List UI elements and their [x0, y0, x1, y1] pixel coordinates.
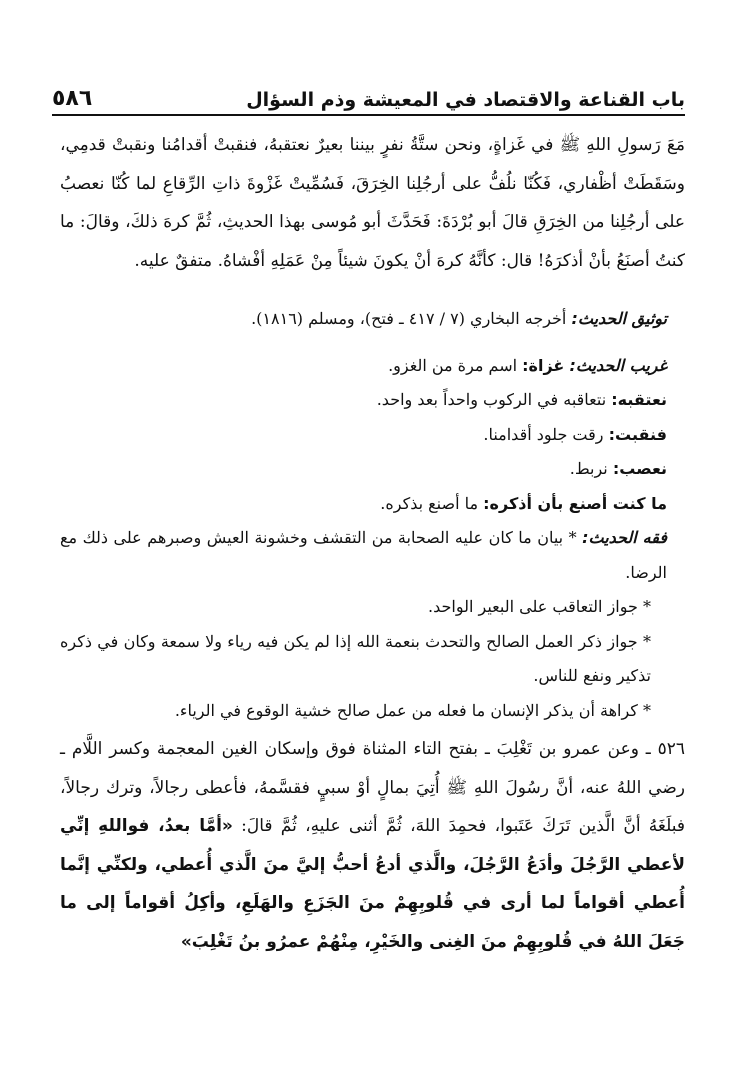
- bullet-star-icon: *: [568, 528, 577, 547]
- hadith-526: [60, 730, 685, 961]
- fiqh-point: جواز ذكر العمل الصالح والتحدث بنعمة الله إذا لم يكن فيه رياء ولا سمعة وكان في ذكره تذكير ونفع للناس.: [60, 631, 651, 685]
- gharib-line-5: [60, 487, 685, 522]
- fiqh-point: جواز التعاقب على البعير الواحد.: [428, 597, 638, 616]
- gharib-meaning: اسم مرة من الغزو.: [388, 355, 518, 375]
- gharib-line-4: [60, 452, 685, 487]
- fiqh-label: فقه الحديث:: [582, 528, 668, 547]
- takhrij-label: توثيق الحديث:: [571, 309, 667, 328]
- spacer: [60, 337, 685, 349]
- gharib-term: فنقبت:: [608, 424, 667, 444]
- gharib-line-2: [60, 383, 685, 418]
- fiqh-line-3: [60, 625, 685, 694]
- gharib-term: نعصب:: [612, 459, 667, 478]
- page-body: [60, 126, 685, 961]
- page-number: ٥٨٦: [52, 86, 93, 111]
- gharib-term: نعتقبه:: [611, 390, 667, 409]
- gharib-line-3: [60, 418, 685, 453]
- fiqh-line-4: [60, 694, 685, 729]
- bullet-star-icon: *: [643, 700, 651, 720]
- header-divider: [52, 114, 685, 116]
- gharib-meaning: نربط.: [569, 459, 608, 478]
- hadith-notes: [60, 302, 685, 728]
- fiqh-line-2: [60, 590, 685, 625]
- fiqh-point: بيان ما كان عليه الصحابة من التقشف وخشونة العيش وصبرهم على ذلك مع الرضا.: [60, 528, 667, 582]
- chapter-title: باب القناعة والاقتصاد في المعيشة وذم السؤال: [246, 89, 685, 111]
- hadith-526-intro: ٥٢٦ ـ وعن عمرو بن تَغْلِبَ ـ بفتح التاء المثناة فوق وإسكان الغين المعجمة وكسر اللَّام ـ رضي اللهُ عنه، أنَّ رسُولَ اللهِ ﷺ أُتِيَ بمالٍ أوْ سبيٍ فقسَّمهُ، فأعطى رجالاً، وترك رجالاً، فبلَغَهُ أنَّ الَّذين تَرَكَ عَتَبوا، فحمِدَ اللهَ، ثُمَّ أثنى عليهِ، ثُمَّ قالَ:: [60, 739, 686, 836]
- gharib-term: غزاة:: [522, 355, 565, 375]
- gharib-term: ما كنت أصنع بأن أذكره:: [483, 493, 667, 513]
- bullet-star-icon: *: [643, 631, 651, 651]
- page-header: [52, 70, 685, 110]
- gharib-meaning: ما أصنع بذكره.: [380, 493, 479, 513]
- gharib-label: غريب الحديث:: [569, 355, 667, 375]
- takhrij-line: [60, 302, 685, 337]
- fiqh-point: كراهة أن يذكر الإنسان ما فعله من عمل صالح خشية الوقوع في الرياء.: [174, 700, 638, 720]
- takhrij-text: أخرجه البخاري (٧ / ٤١٧ ـ فتح)، ومسلم (١٨١٦).: [251, 309, 567, 328]
- gharib-line-1: [60, 349, 685, 384]
- hadith-continuation: مَعَ رَسولِ اللهِ ﷺ في غَزاةٍ، ونحن ستَّةُ نفرٍ بيننا بعيرٌ نعتقبهُ، فنقبتْ أقدامُنا ونقبتْ قدمِي، وسَقَطَتْ أظْفاري، فَكُنّا نلُفُّ على أرجُلِنا الخِرَقَ، فَسُمِّيتْ غَزْوةَ ذاتِ الرِّقاعِ لما كُنّا نعصبُ على أرجُلِنا من الخِرَقِ قالَ أبو بُرْدَةَ: فَحَدَّثَ أبو مُوسى بهذا الحديثِ، ثُمَّ كرهَ ذلكَ، وقالَ: ما كنتُ أصنَعُ بأنْ أذكرَهُ! قال: كأنَّهُ كرهَ أنْ يكونَ شيئاً مِنْ عَمَلِهِ أفْشاهُ. متفقٌ عليه.: [60, 135, 685, 271]
- gharib-meaning: رقت جلود أقدامنا.: [483, 424, 604, 444]
- fiqh-line-1: [60, 521, 685, 590]
- gharib-meaning: نتعاقبه في الركوب واحداً بعد واحد.: [376, 390, 607, 409]
- bullet-star-icon: *: [643, 597, 651, 616]
- hadith-526-quote: «أمَّا بعدُ، فواللهِ إنِّي لأعطي الرَّجُلَ وأدَعُ الرَّجُلَ، والَّذي أدعُ أحبُّ إليَّ منَ الَّذي أُعطي، ولكنِّي إنَّما أُعطي أقواماً لما أرى في قُلوبِهِمْ منَ الجَزَعِ والهَلَعِ، وأكِلُ أقواماً إلى ما جَعَلَ اللهُ في قُلوبِهِمْ منَ الغِنى والخَيْرِ، مِنْهُمْ عمرُو بنُ تَغْلِبَ»: [60, 816, 685, 952]
